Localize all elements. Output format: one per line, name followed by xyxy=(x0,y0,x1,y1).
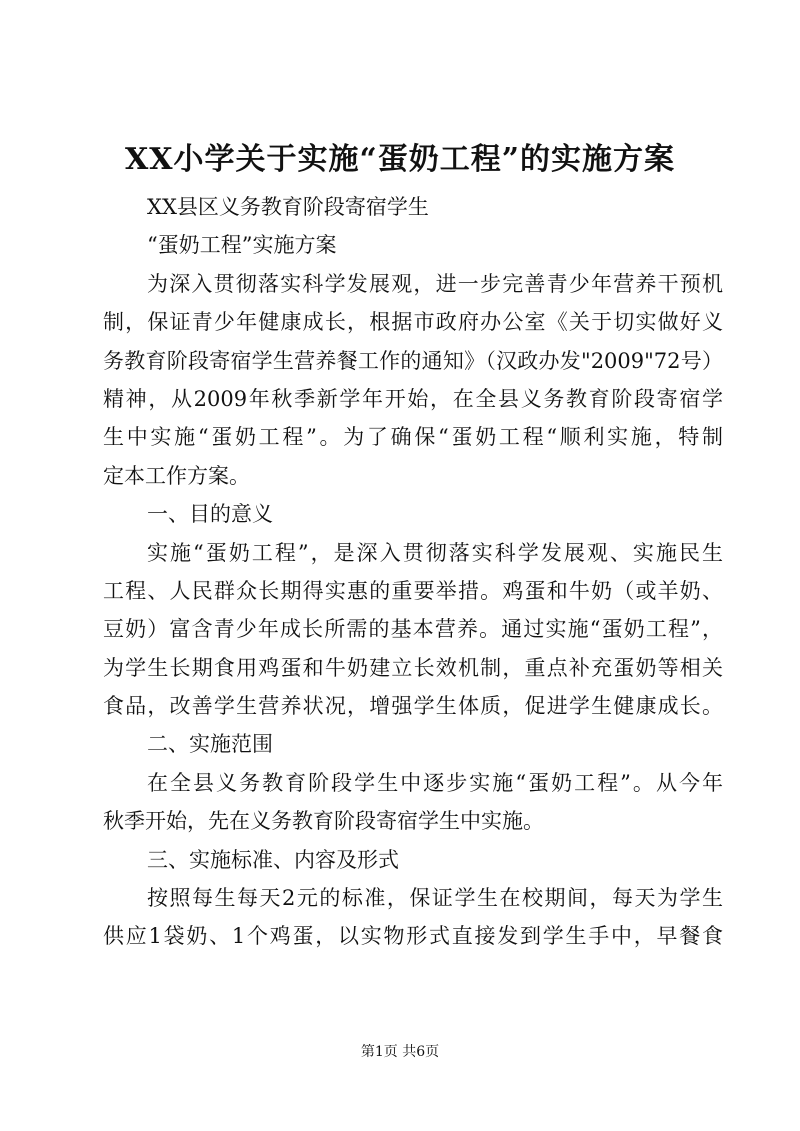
paragraph-line: 实施“蛋奶工程”，是深入贯彻落实科学发展观、实施民生 xyxy=(147,540,723,565)
paragraph-line: 生中实施“蛋奶工程”。为了确保“蛋奶工程“顺利实施，特制 xyxy=(103,425,723,450)
paragraph-line: 在全县义务教育阶段学生中逐步实施“蛋奶工程”。从今年 xyxy=(147,770,723,795)
section-heading: 二、实施范围 xyxy=(147,732,273,757)
subtitle-line-1: XX县区义务教育阶段寄宿学生 xyxy=(147,195,429,219)
document-title: XX小学关于实施“蛋奶工程”的实施方案 xyxy=(124,142,676,177)
paragraph-line: 定本工作方案。 xyxy=(103,463,250,488)
paragraph-line: 为学生长期食用鸡蛋和牛奶建立长效机制，重点补充蛋奶等相关 xyxy=(103,655,723,680)
section-heading: 一、目的意义 xyxy=(147,502,273,527)
paragraph-line: 务教育阶段寄宿学生营养餐工作的通知》（汉政办发"2009"72号） xyxy=(103,348,723,373)
paragraph-line: 工程、人民群众长期得实惠的重要举措。鸡蛋和牛奶（或羊奶、 xyxy=(103,578,723,603)
subtitle-line-2: “蛋奶工程”实施方案 xyxy=(147,233,337,258)
paragraph-line: 豆奶）富含青少年成长所需的基本营养。通过实施“蛋奶工程”， xyxy=(103,617,723,642)
page-footer: 第1页 共6页 xyxy=(360,1044,440,1060)
paragraph-line: 食品，改善学生营养状况，增强学生体质，促进学生健康成长。 xyxy=(103,694,723,719)
document-body xyxy=(103,188,723,956)
paragraph-line: 为深入贯彻落实科学发展观，进一步完善青少年营养干预机 xyxy=(147,271,723,296)
paragraph-line: 精神，从2009年秋季新学年开始，在全县义务教育阶段寄宿学 xyxy=(103,386,723,411)
paragraph-line: 秋季开始，先在义务教育阶段寄宿学生中实施。 xyxy=(103,809,544,834)
paragraph-line: 供应1袋奶、1个鸡蛋，以实物形式直接发到学生手中，早餐食 xyxy=(103,924,723,949)
paragraph-line: 按照每生每天2元的标准，保证学生在校期间，每天为学生 xyxy=(147,886,723,911)
paragraph-line: 制，保证青少年健康成长，根据市政府办公室《关于切实做好义 xyxy=(103,310,723,335)
section-heading: 三、实施标准、内容及形式 xyxy=(147,847,399,872)
